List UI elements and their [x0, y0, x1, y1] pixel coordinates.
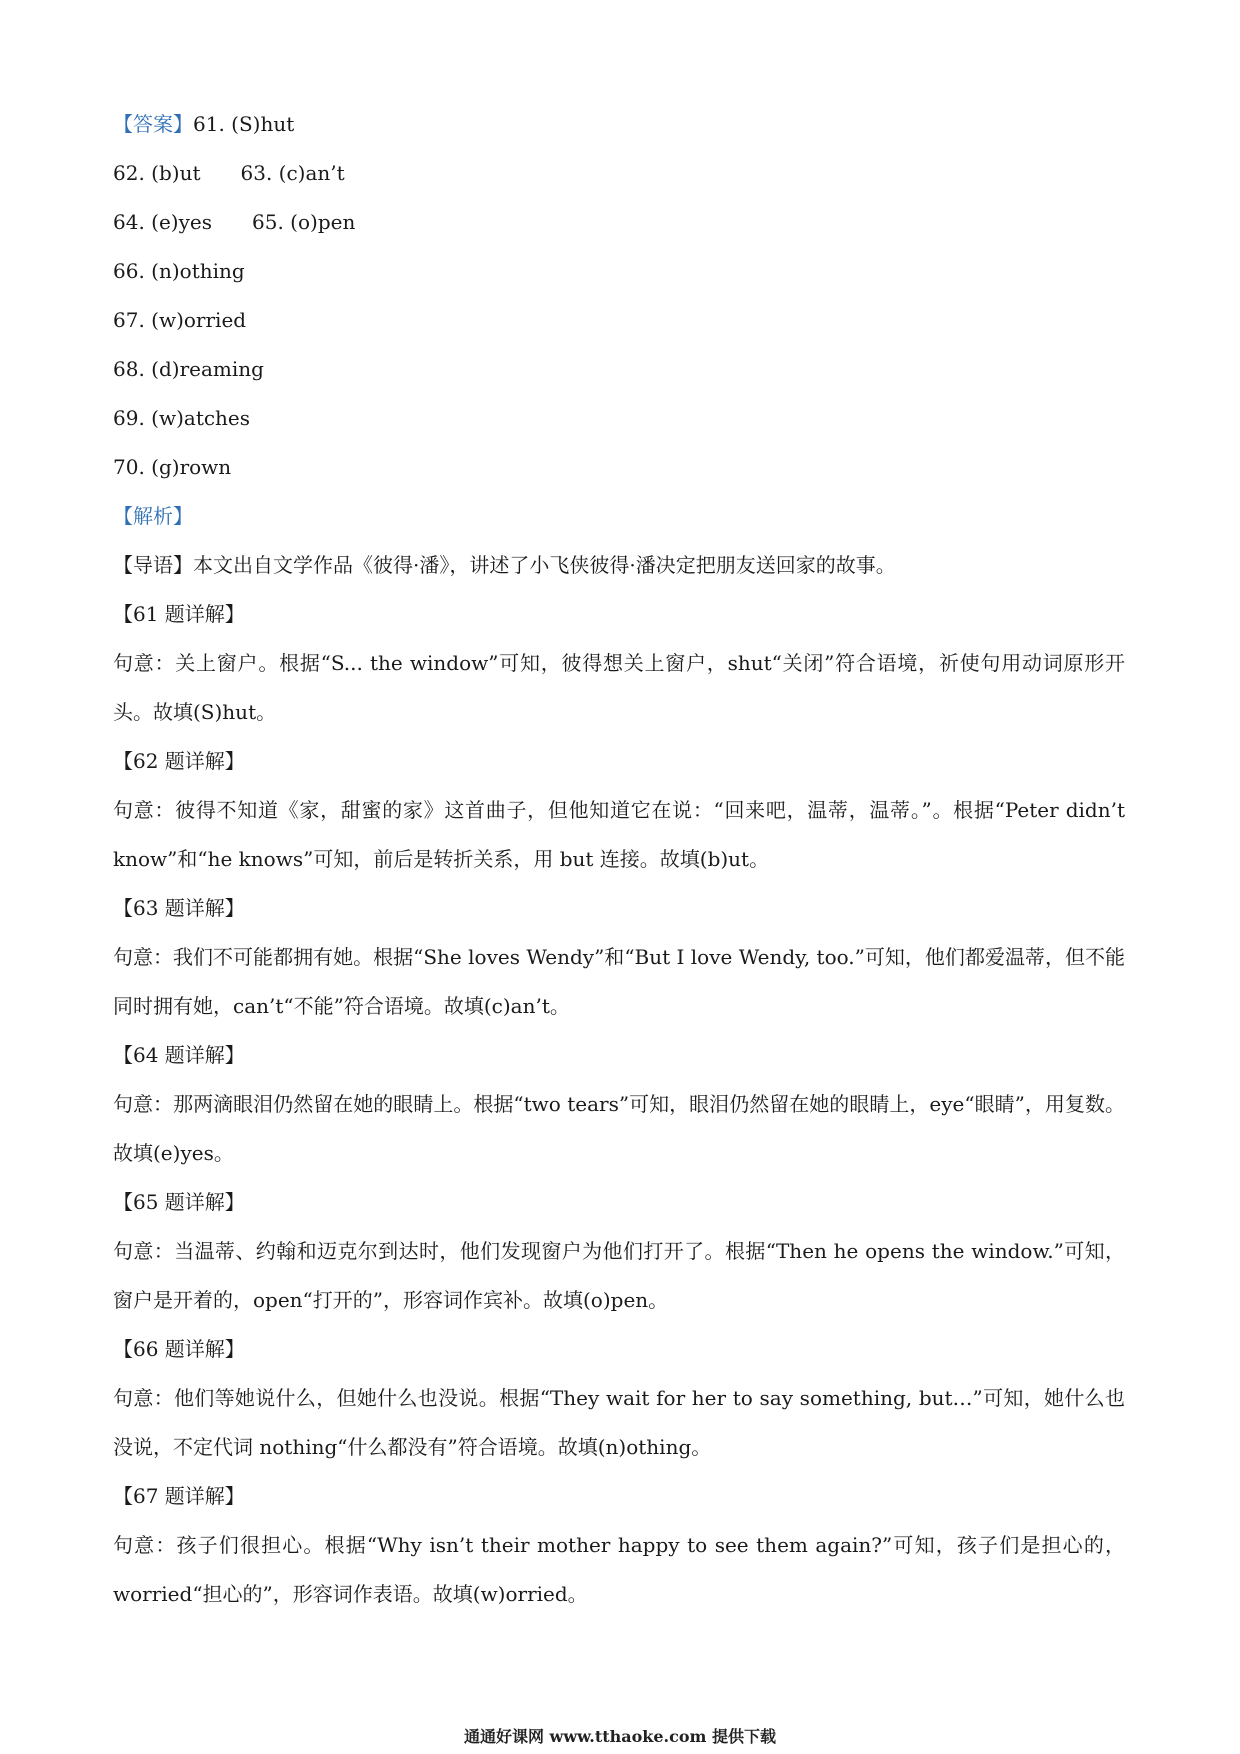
answer-item: 66. (n)othing: [113, 259, 245, 283]
detail-heading: 【62 题详解】: [113, 749, 245, 773]
detail-text: 句意：关上窗户。根据“S... the window”可知，彼得想关上窗户，shut“关闭”符合语境，祈使句用动词原形开头。故填(S)hut。: [113, 651, 1125, 724]
answer-label: 【答案】: [113, 112, 193, 136]
page-footer: 通通好课网 www.tthaoke.com 提供下载: [463, 1727, 777, 1746]
answer-item: 67. (w)orried: [113, 308, 247, 332]
detail-text: 句意：他们等她说什么，但她什么也没说。根据“They wait for her to say something, but…”可知，她什么也没说，不定代词 nothing“什么都没有”符合语境。故填(n)othing。: [113, 1386, 1125, 1459]
answer-item: 61. (S)hut: [193, 112, 295, 136]
detail-heading: 【66 题详解】: [113, 1337, 245, 1361]
answer-item: 68. (d)reaming: [113, 357, 264, 381]
detail-text: 句意：孩子们很担心。根据“Why isn’t their mother happy to see them again?”可知，孩子们是担心的，worried“担心的”，形容词作表语。故填(w)orried。: [113, 1533, 1125, 1606]
analysis-label: 【解析】: [113, 504, 193, 528]
answer-item: 63. (c)an’t: [240, 161, 345, 185]
detail-text: 句意：彼得不知道《家，甜蜜的家》这首曲子，但他知道它在说：“回来吧，温蒂，温蒂。”。根据“Peter didn’t know”和“he knows”可知，前后是转折关系，用 but 连接。故填(b)ut。: [113, 798, 1125, 871]
detail-heading: 【67 题详解】: [113, 1484, 245, 1508]
answer-line-3: [113, 198, 1125, 247]
detail-text: 句意：当温蒂、约翰和迈克尔到达时，他们发现窗户为他们打开了。根据“Then he opens the window.”可知，窗户是开着的，open“打开的”，形容词作宾补。故填(o)pen。: [113, 1239, 1125, 1312]
answer-item: 62. (b)ut: [113, 161, 201, 185]
analysis-intro: 【导语】本文出自文学作品《彼得·潘》，讲述了小飞侠彼得·潘决定把朋友送回家的故事。: [113, 553, 896, 577]
answer-line-2: [113, 149, 1125, 198]
detail-heading: 【65 题详解】: [113, 1190, 245, 1214]
answer-line-1: [113, 100, 1125, 149]
answer-item: 65. (o)pen: [252, 210, 356, 234]
detail-heading: 【64 题详解】: [113, 1043, 245, 1067]
answer-item: 69. (w)atches: [113, 406, 251, 430]
detail-text: 句意：那两滴眼泪仍然留在她的眼睛上。根据“two tears”可知，眼泪仍然留在她的眼睛上，eye“眼睛”，用复数。故填(e)yes。: [113, 1092, 1125, 1165]
answer-item: 64. (e)yes: [113, 210, 213, 234]
answer-item: 70. (g)rown: [113, 455, 232, 479]
detail-text: 句意：我们不可能都拥有她。根据“She loves Wendy”和“But I love Wendy, too.”可知，他们都爱温蒂，但不能同时拥有她，can’t“不能”符合语境。故填(c)an’t。: [113, 945, 1125, 1018]
detail-heading: 【63 题详解】: [113, 896, 245, 920]
document-body: [113, 100, 1125, 1619]
detail-heading: 【61 题详解】: [113, 602, 245, 626]
